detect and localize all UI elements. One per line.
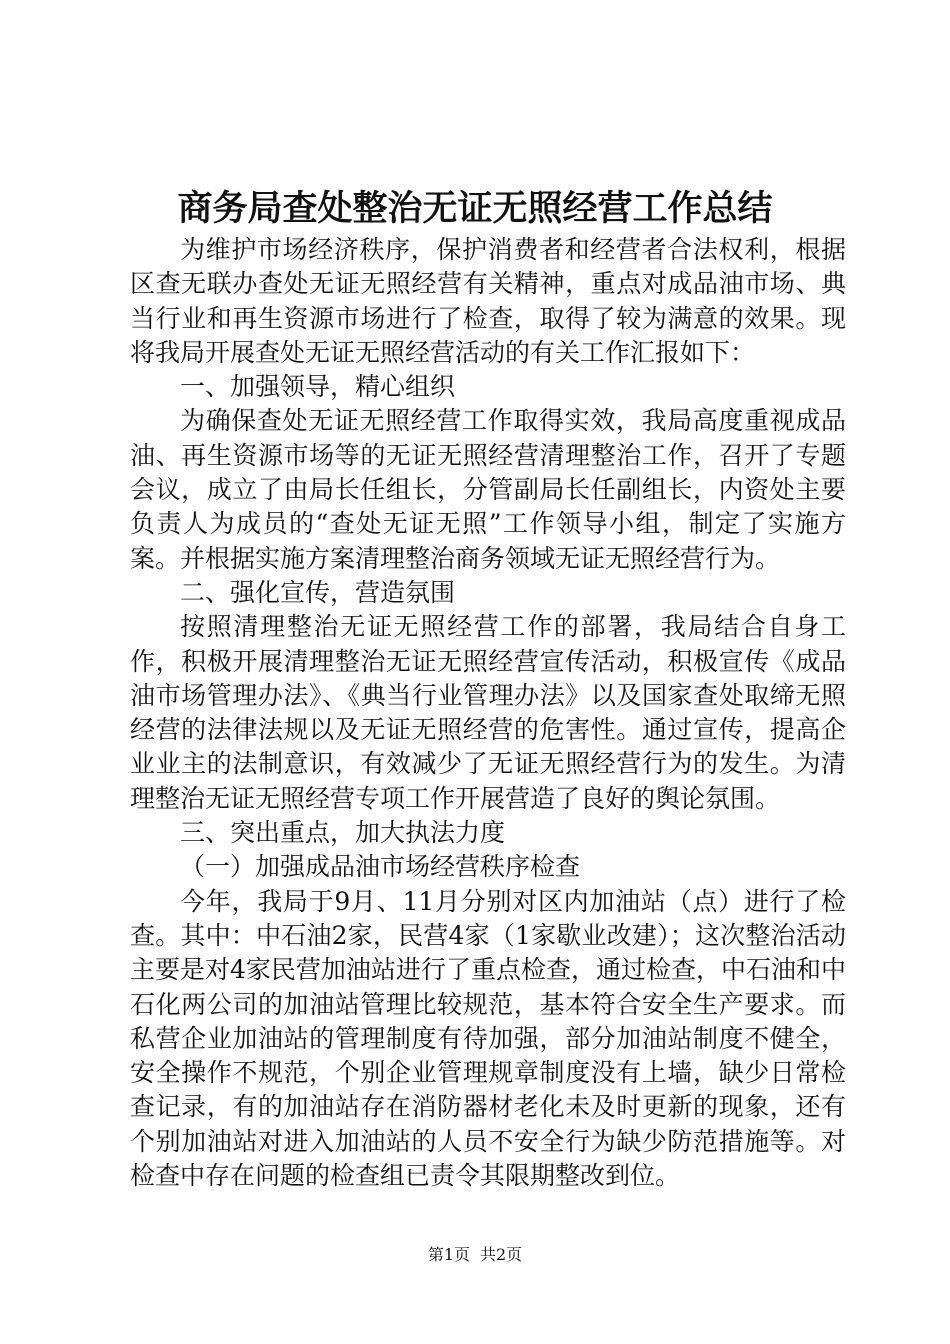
section-heading-3: 三、突出重点，加大执法力度 — [180, 818, 506, 848]
page-number-current: 第1页 — [427, 1245, 470, 1264]
section-paragraph-1: 为确保查处无证无照经营工作取得实效，我局高度重视成品油、再生资源市场等的无证无照经营清理整治工作，召开了专题会议，成立了由局长任组长，分管副局长任副组长，内资处主要负责人为成员的“查处无证无照”工作领导小组，制定了实施方案。并根据实施方案清理整治商务领域无证无照经营行为。 — [130, 406, 846, 573]
page-number-total: 共2页 — [480, 1245, 523, 1264]
section-heading-1: 一、加强领导，精心组织 — [180, 372, 456, 402]
intro-paragraph: 为维护市场经济秩序，保护消费者和经营者合法权利，根据区查无联办查处无证无照经营有关精神，重点对成品油市场、典当行业和再生资源市场进行了检查，取得了较为满意的效果。现将我局开展查处无证无照经营活动的有关工作汇报如下： — [130, 235, 846, 367]
document-title: 商务局查处整治无证无照经营工作总结 — [177, 188, 773, 229]
subsection-paragraph-1: 今年，我局于9月、11月分别对区内加油站（点）进行了检查。其中：中石油2家，民营4家（1家歇业改建）；这次整治活动主要是对4家民营加油站进行了重点检查，通过检查，中石油和中石化两公司的加油站管理比较规范，基本符合安全生产要求。而私营企业加油站的管理制度有待加强，部分加油站制度不健全，安全操作不规范，个别企业管理规章制度没有上墙，缺少日常检查记录，有的加油站存在消防器材老化未及时更新的现象，还有个别加油站对进入加油站的人员不安全行为缺少防范措施等。对检查中存在问题的检查组已责令其限期整改到位。 — [130, 886, 846, 1191]
page-footer — [0, 1244, 950, 1266]
section-paragraph-2: 按照清理整治无证无照经营工作的部署，我局结合自身工作，积极开展清理整治无证无照经营宣传活动，积极宣传《成品油市场管理办法》、《典当行业管理办法》以及国家查处取缔无照经营的法律法规以及无证无照经营的危害性。通过宣传，提高企业业主的法制意识，有效减少了无证无照经营行为的发生。为清理整治无证无照经营专项工作开展营造了良好的舆论氛围。 — [130, 612, 846, 813]
document-body — [130, 233, 846, 1193]
subsection-heading-1: （一）加强成品油市场经营秩序检查 — [180, 852, 581, 882]
section-heading-2: 二、强化宣传，营造氛围 — [180, 577, 456, 607]
